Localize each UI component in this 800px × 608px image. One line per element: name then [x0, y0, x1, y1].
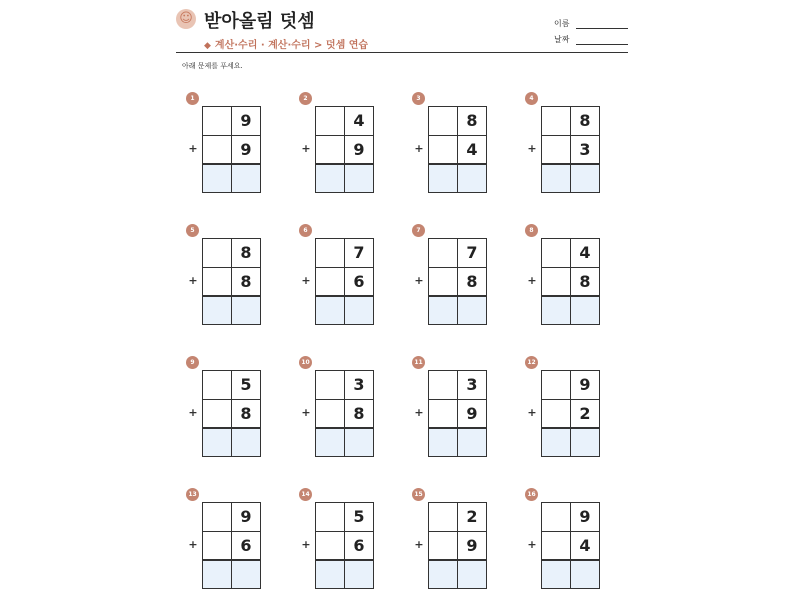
problem-number-badge: 16 [525, 488, 538, 501]
problem-number-badge: 9 [186, 356, 199, 369]
addition-grid [202, 238, 261, 325]
top-digit: 8 [240, 243, 252, 262]
problem-number-badge: 2 [299, 92, 312, 105]
header-divider [176, 52, 628, 53]
top-digit: 5 [240, 375, 252, 394]
top-digit: 8 [466, 111, 478, 130]
problem-number-badge: 4 [525, 92, 538, 105]
date-label: 날짜 [554, 35, 570, 44]
top-digit: 7 [466, 243, 478, 262]
name-date-fields [554, 18, 628, 50]
bottom-digit: 8 [240, 404, 252, 423]
problem-card [186, 488, 276, 608]
plus-sign: + [527, 538, 537, 551]
addition-grid [428, 502, 487, 589]
problem-card [299, 488, 389, 608]
bottom-digit: 6 [353, 272, 365, 291]
problem-card [525, 224, 615, 344]
bottom-digit: 2 [579, 404, 591, 423]
problem-card [412, 488, 502, 608]
problem-number-badge: 6 [299, 224, 312, 237]
bottom-digit: 9 [466, 404, 478, 423]
addition-grid [202, 370, 261, 457]
problem-number-badge: 8 [525, 224, 538, 237]
plus-sign: + [301, 406, 311, 419]
plus-sign: + [414, 406, 424, 419]
top-digit: 9 [579, 375, 591, 394]
bottom-digit: 3 [579, 140, 591, 159]
problem-card [186, 224, 276, 344]
addition-grid [202, 106, 261, 193]
diamond-icon: ◆ [204, 41, 211, 51]
name-label: 이름 [554, 19, 570, 28]
top-digit: 4 [353, 111, 365, 130]
addition-grid [315, 502, 374, 589]
bottom-digit: 6 [353, 536, 365, 555]
top-digit: 5 [353, 507, 365, 526]
problem-number-badge: 12 [525, 356, 538, 369]
problem-card [525, 356, 615, 476]
plus-sign: + [527, 274, 537, 287]
problem-number-badge: 13 [186, 488, 199, 501]
addition-grid [315, 370, 374, 457]
page-title: 받아올림 덧셈 [204, 11, 315, 32]
bottom-digit: 8 [466, 272, 478, 291]
problem-number-badge: 11 [412, 356, 425, 369]
worksheet-header [176, 6, 628, 54]
problem-card [412, 224, 502, 344]
plus-sign: + [301, 274, 311, 287]
breadcrumb-text: 계산·수리 · 계산·수리 > 덧셈 연습 [214, 40, 369, 51]
top-digit: 9 [579, 507, 591, 526]
addition-grid [428, 370, 487, 457]
bottom-digit: 8 [240, 272, 252, 291]
problem-number-badge: 7 [412, 224, 425, 237]
addition-grid [202, 502, 261, 589]
problem-card [186, 356, 276, 476]
problem-card [412, 92, 502, 212]
name-line [576, 28, 628, 29]
problem-number-badge: 10 [299, 356, 312, 369]
top-digit: 7 [353, 243, 365, 262]
breadcrumb [204, 36, 368, 51]
addition-grid [541, 106, 600, 193]
bottom-digit: 8 [579, 272, 591, 291]
plus-sign: + [188, 142, 198, 155]
top-digit: 9 [240, 111, 252, 130]
problem-card [525, 488, 615, 608]
problem-number-badge: 5 [186, 224, 199, 237]
addition-grid [315, 106, 374, 193]
top-digit: 9 [240, 507, 252, 526]
addition-grid [541, 502, 600, 589]
plus-sign: + [414, 142, 424, 155]
problem-card [525, 92, 615, 212]
plus-sign: + [301, 538, 311, 551]
bottom-digit: 9 [466, 536, 478, 555]
top-digit: 4 [579, 243, 591, 262]
instruction-text: 아래 문제를 푸세요. [182, 62, 243, 70]
date-field [554, 34, 628, 50]
problem-number-badge: 14 [299, 488, 312, 501]
bottom-digit: 9 [240, 140, 252, 159]
plus-sign: + [188, 274, 198, 287]
problem-card [299, 224, 389, 344]
problem-number-badge: 3 [412, 92, 425, 105]
top-digit: 3 [353, 375, 365, 394]
addition-grid [315, 238, 374, 325]
smiley-icon: ☺ [176, 9, 196, 29]
name-field [554, 18, 628, 34]
top-digit: 2 [466, 507, 478, 526]
addition-grid [428, 238, 487, 325]
bottom-digit: 4 [466, 140, 478, 159]
date-line [576, 44, 628, 45]
problem-card [299, 92, 389, 212]
plus-sign: + [527, 142, 537, 155]
addition-grid [541, 238, 600, 325]
plus-sign: + [188, 538, 198, 551]
problem-card [299, 356, 389, 476]
plus-sign: + [414, 274, 424, 287]
problem-number-badge: 1 [186, 92, 199, 105]
top-digit: 8 [579, 111, 591, 130]
problem-card [412, 356, 502, 476]
plus-sign: + [188, 406, 198, 419]
bottom-digit: 8 [353, 404, 365, 423]
addition-grid [541, 370, 600, 457]
plus-sign: + [527, 406, 537, 419]
bottom-digit: 9 [353, 140, 365, 159]
plus-sign: + [301, 142, 311, 155]
bottom-digit: 4 [579, 536, 591, 555]
bottom-digit: 6 [240, 536, 252, 555]
addition-grid [428, 106, 487, 193]
plus-sign: + [414, 538, 424, 551]
problem-number-badge: 15 [412, 488, 425, 501]
top-digit: 3 [466, 375, 478, 394]
problem-card [186, 92, 276, 212]
